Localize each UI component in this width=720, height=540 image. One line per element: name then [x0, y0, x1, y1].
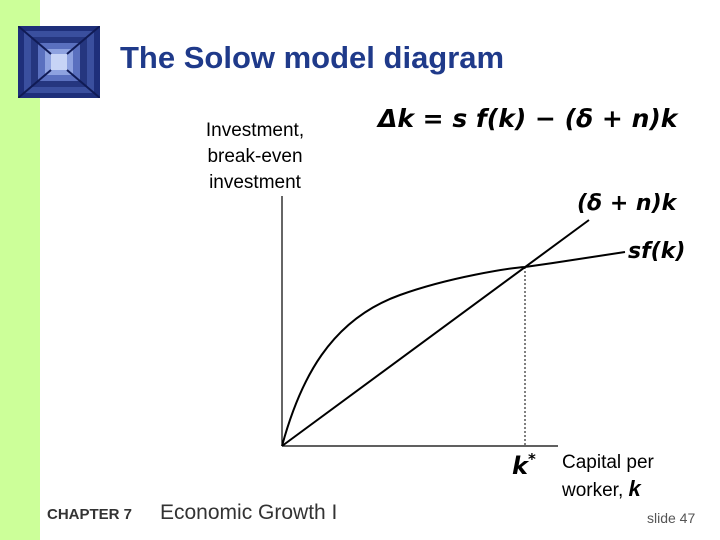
x-axis-variable: k — [628, 476, 641, 501]
capital-accumulation-equation: Δk = s f(k) − (δ + n)k — [378, 104, 678, 133]
break-even-label: (δ + n)k — [577, 191, 677, 216]
slide-title: The Solow model diagram — [120, 40, 505, 75]
investment-curve-label: sf(k) — [628, 239, 686, 264]
footer-chapter: CHAPTER 7 — [47, 506, 133, 523]
y-axis-label-line: break-even — [207, 146, 303, 167]
y-axis-label-line: investment — [209, 172, 301, 193]
x-axis-label — [562, 450, 692, 504]
investment-curve — [282, 252, 625, 446]
x-axis-label-line: Capital per — [562, 452, 654, 473]
x-axis-label-text: worker, — [562, 480, 629, 501]
slide-number: slide 47 — [647, 510, 696, 526]
footer-topic: Economic Growth I — [160, 501, 338, 524]
steady-state-label: k* — [512, 450, 536, 480]
break-even-line — [282, 220, 589, 446]
y-axis-label-line: Investment, — [205, 120, 305, 141]
x-axis-label-line — [562, 476, 692, 504]
